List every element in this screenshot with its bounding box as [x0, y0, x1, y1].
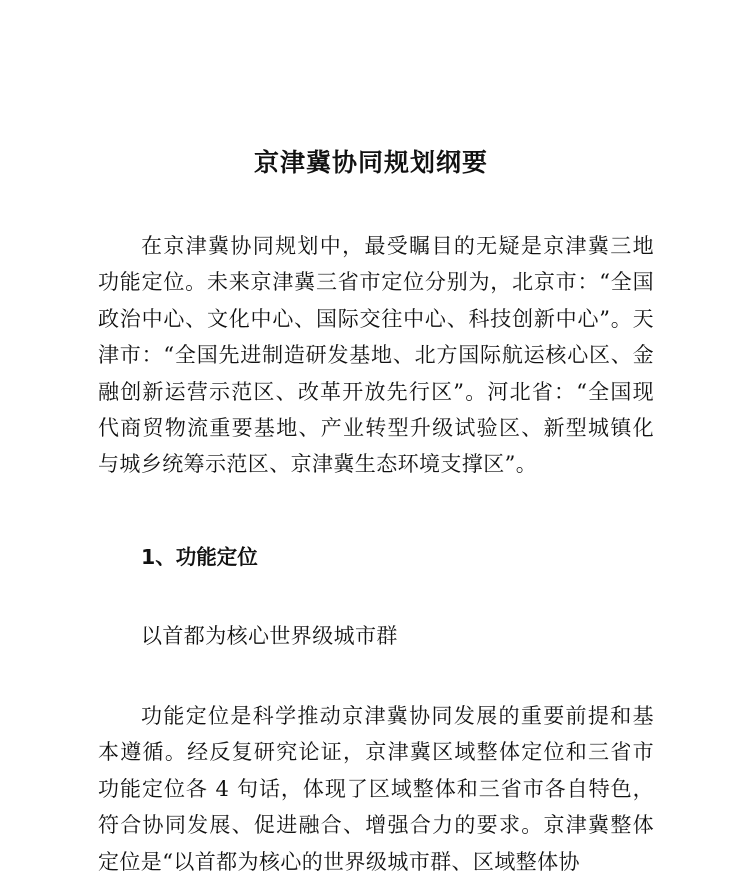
section-heading: 1、功能定位	[141, 545, 258, 569]
body-paragraph: 功能定位是科学推动京津冀协同发展的重要前提和基本遵循。经反复研究论证，京津冀区域整体定位和三省市功能定位各 4 句话，体现了区域整体和三省市各自特色，符合协同发展、促进融合、增强合力的要求。京津冀整体定位是“以首都为核心的世界级城市群、区域整体协	[98, 704, 654, 874]
intro-paragraph: 在京津冀协同规划中，最受瞩目的无疑是京津冀三地功能定位。未来京津冀三省市定位分别为，北京市：“全国政治中心、文化中心、国际交往中心、科技创新中心”。天津市：“全国先进制造研发基地、北方国际航运核心区、金融创新运营示范区、改革开放先行区”。河北省：“全国现代商贸物流重要基地、产业转型升级试验区、新型城镇化与城乡统筹示范区、京津冀生态环境支撑区”。	[98, 234, 654, 477]
document-title: 京津冀协同规划纲要	[253, 148, 488, 177]
section-subheading: 以首都为核心世界级城市群	[141, 624, 398, 648]
